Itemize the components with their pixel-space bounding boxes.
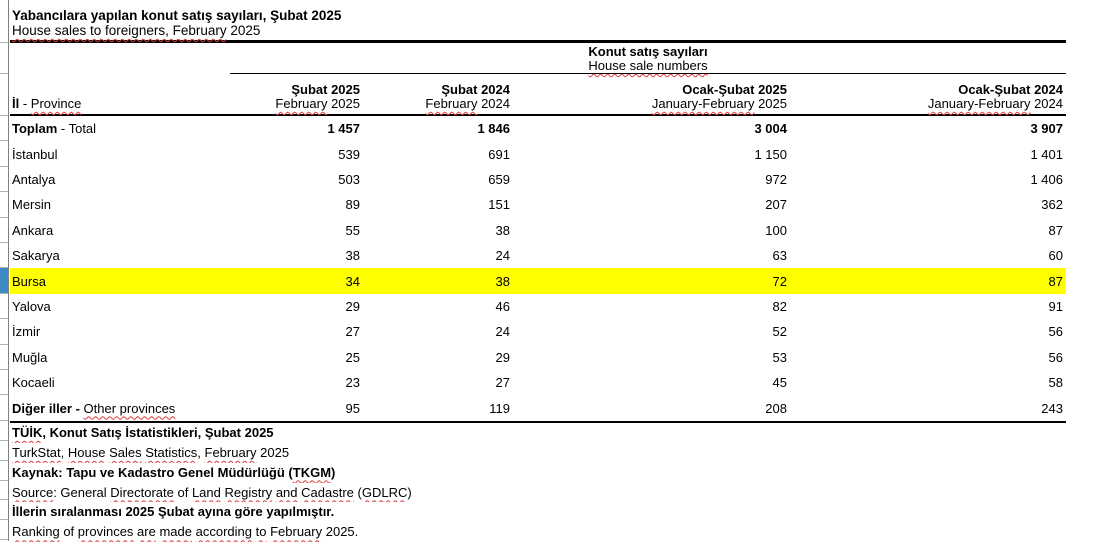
value-cell[interactable]: 24 [495, 248, 510, 264]
note-line[interactable] [10, 423, 1066, 443]
row-label-cell[interactable] [10, 147, 230, 162]
row-label-cell[interactable] [10, 172, 230, 187]
row-label-text: Yalova [12, 299, 51, 315]
note-text: ( [353, 484, 362, 500]
row-header-cell[interactable] [0, 500, 8, 520]
value-cell[interactable]: 87 [1048, 222, 1063, 238]
value-cell[interactable]: 207 [765, 197, 787, 213]
row-header-cell[interactable] [0, 520, 8, 540]
table-row [10, 395, 1066, 420]
note-text: Land [191, 484, 221, 500]
table-row [10, 192, 1066, 217]
value-cell[interactable]: 1 150 [754, 146, 787, 162]
table-row [10, 218, 1066, 243]
table-subtitle-text: 2025 [226, 23, 261, 38]
note-text: are [137, 524, 156, 540]
row-label-text: Ankara [12, 222, 54, 238]
column-header-tr: Ocak-Şubat 2025 [682, 82, 787, 97]
row-header-cell[interactable] [0, 370, 8, 395]
row-header-cell[interactable] [0, 141, 8, 166]
group-header-en [230, 59, 1066, 73]
row-label-cell[interactable] [10, 248, 230, 263]
note-text: TurkStat [12, 444, 61, 460]
value-cell[interactable]: 972 [765, 172, 787, 188]
row-label-cell[interactable] [10, 274, 230, 289]
column-header-tr: Ocak-Şubat 2024 [958, 82, 1063, 97]
value-cell[interactable]: 243 [1041, 400, 1063, 416]
row-header-cell[interactable] [0, 0, 8, 43]
title-cell[interactable] [10, 0, 1066, 43]
note-text: to [255, 524, 267, 540]
note-text: 2025 [256, 444, 290, 460]
column-header-en-text: 2025 [327, 96, 360, 111]
row-header-cell[interactable] [0, 345, 8, 370]
row-label-cell[interactable] [10, 299, 230, 314]
row-label-cell[interactable] [10, 401, 230, 416]
value-cell[interactable]: 25 [345, 349, 360, 365]
table-title: Yabancılara yapılan konut satış sayıları, Şubat 2025 [12, 8, 342, 23]
column-header-4[interactable] [790, 83, 1066, 114]
column-header-en [513, 97, 787, 111]
value-cell[interactable]: 3 004 [754, 121, 787, 137]
note-text: , [197, 444, 205, 460]
row-label-text: Diğer iller - [12, 400, 80, 416]
value-cell[interactable]: 24 [495, 324, 510, 340]
row-header-cell[interactable] [0, 167, 8, 192]
group-header-tr: Konut satış sayıları [588, 44, 708, 59]
notes-section [10, 423, 1066, 542]
group-header-cell[interactable] [230, 43, 1066, 74]
row-label-cell[interactable] [10, 121, 230, 136]
column-header-3[interactable] [513, 83, 790, 114]
row-header-cell[interactable] [0, 441, 8, 461]
row-label-cell[interactable] [10, 375, 230, 390]
row-label-text: İzmir [12, 324, 41, 340]
column-header-en-text: 2024 [1030, 96, 1063, 111]
row-header-cell[interactable] [0, 294, 8, 319]
value-cell[interactable]: 119 [489, 400, 510, 416]
table-subtitle-text: House sales to foreigners, February [12, 23, 227, 38]
note-text: 2025. [322, 524, 359, 540]
value-cell[interactable]: 503 [338, 172, 360, 188]
table-row [10, 268, 1066, 293]
note-text: Cadastre [301, 484, 354, 500]
value-cell[interactable]: 72 [772, 273, 787, 289]
value-cell[interactable]: 27 [495, 375, 510, 391]
table-row [10, 116, 1066, 141]
value-cell[interactable]: 53 [772, 349, 787, 365]
value-cell[interactable]: 82 [772, 299, 787, 315]
note-text: TKGM [292, 464, 332, 480]
province-column-header[interactable] [10, 96, 230, 114]
value-cell[interactable]: 100 [765, 222, 787, 238]
row-label-text: Sakarya [12, 248, 60, 264]
column-header-en-text: February [425, 96, 478, 111]
column-header-en [230, 97, 360, 111]
note-text: Source [12, 484, 54, 500]
value-cell[interactable]: 691 [488, 146, 510, 162]
row-label-text: Antalya [12, 172, 56, 188]
row-label-text: Kocaeli [12, 375, 55, 391]
note-text: , Konut Satış İstatistikleri, Şubat 2025 [42, 424, 274, 440]
value-cell[interactable]: 151 [488, 197, 510, 213]
table-row [10, 294, 1066, 319]
note-text: Directorate [110, 484, 174, 500]
row-header-cell[interactable] [0, 116, 8, 141]
value-cell[interactable]: 38 [345, 248, 360, 264]
table-row [10, 370, 1066, 395]
column-header-tr: Şubat 2024 [441, 82, 510, 97]
column-header-1[interactable] [230, 83, 363, 114]
province-header-text: - [19, 96, 31, 111]
group-header-row [10, 43, 1066, 74]
row-header-cell[interactable] [0, 461, 8, 481]
value-cell[interactable]: 89 [345, 197, 360, 213]
sheet-area [10, 0, 1066, 542]
value-cell[interactable]: 63 [772, 248, 787, 264]
note-text: : General [53, 484, 111, 500]
value-cell[interactable]: 52 [772, 324, 787, 340]
note-text: Ranking [12, 524, 60, 540]
table-row [10, 319, 1066, 344]
row-label-text: Bursa [12, 273, 46, 289]
note-text: , [60, 444, 68, 460]
value-cell[interactable]: 95 [345, 400, 360, 416]
row-header-cell-selected[interactable] [0, 268, 8, 293]
column-header-2[interactable] [363, 83, 513, 114]
row-label-text: Mersin [12, 197, 52, 213]
spreadsheet-row-header-strip[interactable] [0, 0, 9, 541]
column-header-tr: Şubat 2025 [291, 82, 360, 97]
row-header-cell[interactable] [0, 74, 8, 116]
note-text: Kaynak: Tapu ve Kadastro Genel Müdürlüğü ( [12, 464, 293, 480]
row-header-cell[interactable] [0, 218, 8, 243]
row-label-cell[interactable] [10, 324, 230, 339]
table-row [10, 243, 1066, 268]
note-text: provinces [77, 524, 134, 540]
province-header-text: İl [12, 96, 20, 111]
value-cell[interactable]: 29 [345, 299, 360, 315]
row-header-cell[interactable] [0, 243, 8, 268]
value-cell[interactable]: 91 [1048, 299, 1063, 315]
value-cell[interactable]: 659 [488, 172, 510, 188]
value-cell[interactable]: 56 [1048, 349, 1063, 365]
row-label-text: İstanbul [12, 146, 58, 162]
row-header-cell[interactable] [0, 481, 8, 501]
note-line[interactable] [10, 463, 1066, 483]
row-label-text: Other provinces [83, 400, 176, 416]
note-line[interactable] [10, 522, 1066, 542]
row-header-cell[interactable] [0, 319, 8, 344]
value-cell[interactable]: 34 [345, 273, 360, 289]
row-header-cell[interactable] [0, 395, 8, 420]
value-cell[interactable]: 27 [345, 324, 360, 340]
note-text: February [204, 444, 257, 460]
note-text: of [173, 484, 192, 500]
note-text: İllerin sıralanması 2025 Şubat ayına göre yapılmıştır. [12, 504, 335, 520]
value-cell[interactable]: 539 [338, 146, 360, 162]
column-header-en-text: January-February [651, 96, 755, 111]
row-header-cell[interactable] [0, 43, 8, 74]
row-label-text: Toplam [12, 121, 58, 137]
note-text: ) [407, 484, 412, 500]
province-header-text: Province [30, 96, 82, 111]
value-cell[interactable]: 1 406 [1030, 172, 1063, 188]
value-cell[interactable]: 38 [495, 273, 510, 289]
note-text: Registry [224, 484, 273, 500]
column-header-en-text: 2024 [477, 96, 510, 111]
value-cell[interactable]: 29 [495, 349, 510, 365]
note-text: February [270, 524, 323, 540]
value-cell[interactable]: 3 907 [1030, 121, 1063, 137]
note-text: made [159, 524, 192, 540]
value-cell[interactable]: 46 [495, 299, 510, 315]
row-label-text: - Total [57, 121, 97, 137]
row-label-text: Muğla [12, 349, 48, 365]
note-text: of [59, 524, 78, 540]
note-text: Statistics [145, 444, 198, 460]
column-header-en [790, 97, 1063, 111]
column-header-row [10, 74, 1066, 116]
value-cell[interactable]: 1 401 [1030, 146, 1063, 162]
note-line[interactable] [10, 443, 1066, 463]
note-text: Sales [109, 444, 142, 460]
value-cell[interactable]: 56 [1048, 324, 1063, 340]
value-cell[interactable]: 23 [345, 375, 360, 391]
value-cell[interactable]: 55 [345, 222, 360, 238]
row-header-cell[interactable] [0, 421, 8, 441]
column-header-en-text: January-February [927, 96, 1031, 111]
note-text: GDLRC [361, 484, 408, 500]
row-header-cell[interactable] [0, 192, 8, 217]
note-text: ) [331, 464, 336, 480]
table-row [10, 345, 1066, 370]
note-line[interactable] [10, 483, 1066, 503]
note-text: House [67, 444, 106, 460]
table-row [10, 141, 1066, 166]
table-row [10, 167, 1066, 192]
value-cell[interactable]: 208 [765, 400, 787, 416]
value-cell[interactable]: 38 [495, 222, 510, 238]
value-cell[interactable]: 1 457 [327, 121, 360, 137]
column-header-en-text: February [275, 96, 328, 111]
row-label-cell[interactable] [10, 197, 230, 212]
table-subtitle [12, 23, 1066, 38]
value-cell[interactable]: 60 [1048, 248, 1063, 264]
row-label-cell[interactable] [10, 223, 230, 238]
column-header-en [363, 97, 510, 111]
table-body [10, 116, 1066, 423]
note-text: and [275, 484, 298, 500]
value-cell[interactable]: 87 [1048, 273, 1063, 289]
group-header-en-text: House sale numbers [588, 58, 708, 73]
row-label-cell[interactable] [10, 350, 230, 365]
value-cell[interactable]: 45 [772, 375, 787, 391]
value-cell[interactable]: 58 [1048, 375, 1063, 391]
note-text: TÜİK [12, 424, 43, 440]
note-text: according [195, 524, 252, 540]
value-cell[interactable]: 362 [1041, 197, 1063, 213]
column-header-en-text: 2025 [754, 96, 787, 111]
note-line[interactable] [10, 502, 1066, 522]
value-cell[interactable]: 1 846 [477, 121, 510, 137]
